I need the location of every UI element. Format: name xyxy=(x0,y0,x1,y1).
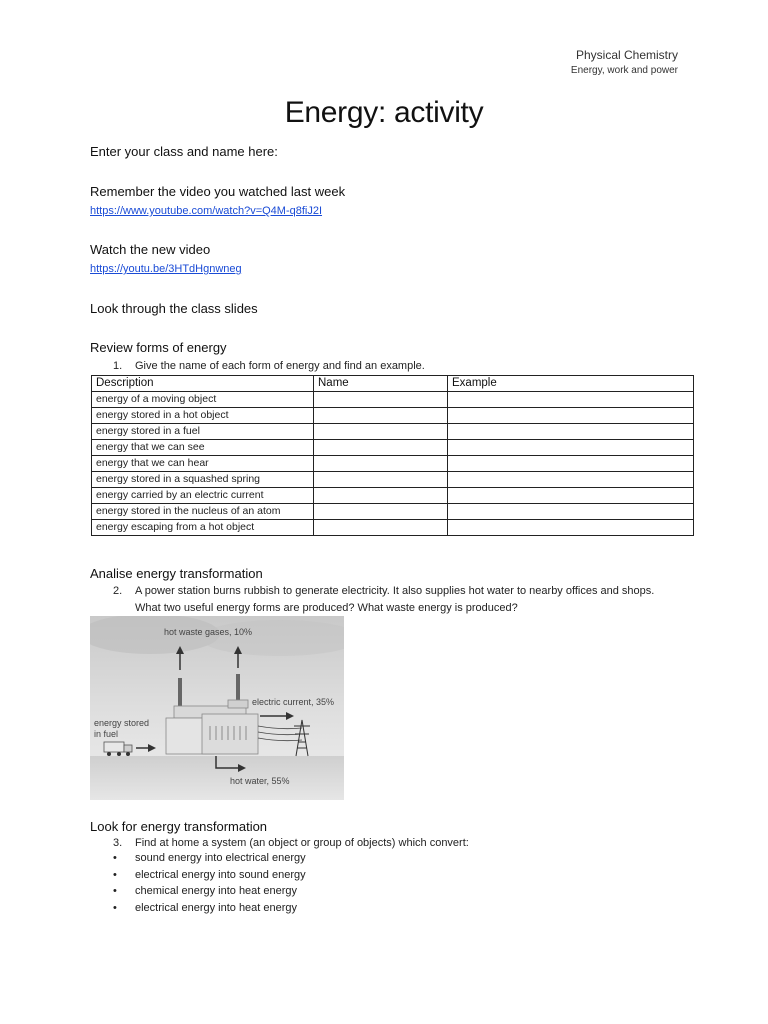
table-row xyxy=(92,440,694,456)
row-name-cell[interactable] xyxy=(314,456,448,472)
row-example-cell[interactable] xyxy=(448,488,694,504)
label-hot-water: hot water, 55% xyxy=(230,776,290,786)
chimney-icon xyxy=(178,678,182,708)
row-description: energy that we can see xyxy=(92,440,314,456)
fuel-truck-icon xyxy=(104,742,124,752)
ground xyxy=(90,756,344,800)
label-electric-current: electric current, 35% xyxy=(252,697,335,707)
row-name-cell[interactable] xyxy=(314,472,448,488)
row-description: energy stored in a hot object xyxy=(92,408,314,424)
question-1-number: 1. xyxy=(113,360,123,372)
row-name-cell[interactable] xyxy=(314,488,448,504)
new-video-link[interactable]: https://youtu.be/3HTdHgnwneg xyxy=(90,263,242,275)
table-row xyxy=(92,504,694,520)
truck-wheel-icon xyxy=(126,752,130,756)
table-header-example: Example xyxy=(448,376,694,392)
row-name-cell[interactable] xyxy=(314,520,448,536)
row-description: energy carried by an electric current xyxy=(92,488,314,504)
page-title: Energy: activity xyxy=(284,96,484,129)
review-forms-heading: Review forms of energy xyxy=(90,340,227,355)
bullet-icon: • xyxy=(113,852,117,864)
header-topic: Energy, work and power xyxy=(570,65,678,76)
new-video-heading: Watch the new video xyxy=(90,242,211,257)
table-header-description: Description xyxy=(92,376,314,392)
question-1-text: Give the name of each form of energy and find an example. xyxy=(135,360,425,372)
row-example-cell[interactable] xyxy=(448,440,694,456)
row-name-cell[interactable] xyxy=(314,504,448,520)
list-item: electrical energy into heat energy xyxy=(135,902,298,914)
look-for-heading: Look for energy transformation xyxy=(90,819,268,834)
row-description: energy stored in a squashed spring xyxy=(92,472,314,488)
question-3-number: 3. xyxy=(113,837,123,849)
row-example-cell[interactable] xyxy=(448,424,694,440)
row-description: energy stored in a fuel xyxy=(92,424,314,440)
header-subject: Physical Chemistry xyxy=(575,48,678,62)
row-example-cell[interactable] xyxy=(448,472,694,488)
video-last-week-link[interactable]: https://www.youtube.com/watch?v=Q4M-q8fiJ2I xyxy=(90,205,323,217)
list-item: sound energy into electrical energy xyxy=(135,852,306,864)
row-description: energy stored in the nucleus of an atom xyxy=(92,504,314,520)
class-slides-heading: Look through the class slides xyxy=(90,301,258,316)
table-row xyxy=(92,520,694,536)
row-example-cell[interactable] xyxy=(448,392,694,408)
label-hot-waste-gases: hot waste gases, 10% xyxy=(164,627,253,637)
list-item: electrical energy into sound energy xyxy=(135,869,306,881)
list-item: chemical energy into heat energy xyxy=(135,885,298,897)
table-row xyxy=(92,472,694,488)
row-example-cell[interactable] xyxy=(448,456,694,472)
row-example-cell[interactable] xyxy=(448,520,694,536)
row-example-cell[interactable] xyxy=(448,408,694,424)
table-row xyxy=(92,392,694,408)
row-name-cell[interactable] xyxy=(314,424,448,440)
row-description: energy escaping from a hot object xyxy=(92,520,314,536)
table-header-row xyxy=(92,376,694,392)
question-3-text: Find at home a system (an object or group of objects) which convert: xyxy=(135,837,469,849)
row-name-cell[interactable] xyxy=(314,392,448,408)
label-in-fuel: in fuel xyxy=(94,729,119,739)
question-2-line2: What two useful energy forms are produced? What waste energy is produced? xyxy=(135,602,518,614)
row-name-cell[interactable] xyxy=(314,440,448,456)
row-description: energy that we can hear xyxy=(92,456,314,472)
bullet-icon: • xyxy=(113,902,117,914)
building-tower xyxy=(228,700,248,708)
analise-heading: Analise energy transformation xyxy=(90,566,263,581)
class-name-prompt: Enter your class and name here: xyxy=(90,144,278,159)
row-example-cell[interactable] xyxy=(448,504,694,520)
question-2-line1: A power station burns rubbish to generate electricity. It also supplies hot water to nearby offices and shops. xyxy=(135,585,655,597)
truck-wheel-icon xyxy=(107,752,111,756)
bullet-icon: • xyxy=(113,869,117,881)
truck-wheel-icon xyxy=(117,752,121,756)
label-energy-stored: energy stored xyxy=(94,718,150,728)
table-row xyxy=(92,408,694,424)
fuel-truck-cab xyxy=(124,745,132,752)
table-row xyxy=(92,424,694,440)
row-name-cell[interactable] xyxy=(314,408,448,424)
table-row xyxy=(92,456,694,472)
power-station-figure xyxy=(90,616,344,800)
row-description: energy of a moving object xyxy=(92,392,314,408)
question-2-number: 2. xyxy=(113,585,123,597)
video-last-week-heading: Remember the video you watched last week xyxy=(90,184,346,199)
bullet-icon: • xyxy=(113,885,117,897)
energy-forms-table xyxy=(91,375,694,536)
table-row xyxy=(92,488,694,504)
table-header-name: Name xyxy=(314,376,448,392)
